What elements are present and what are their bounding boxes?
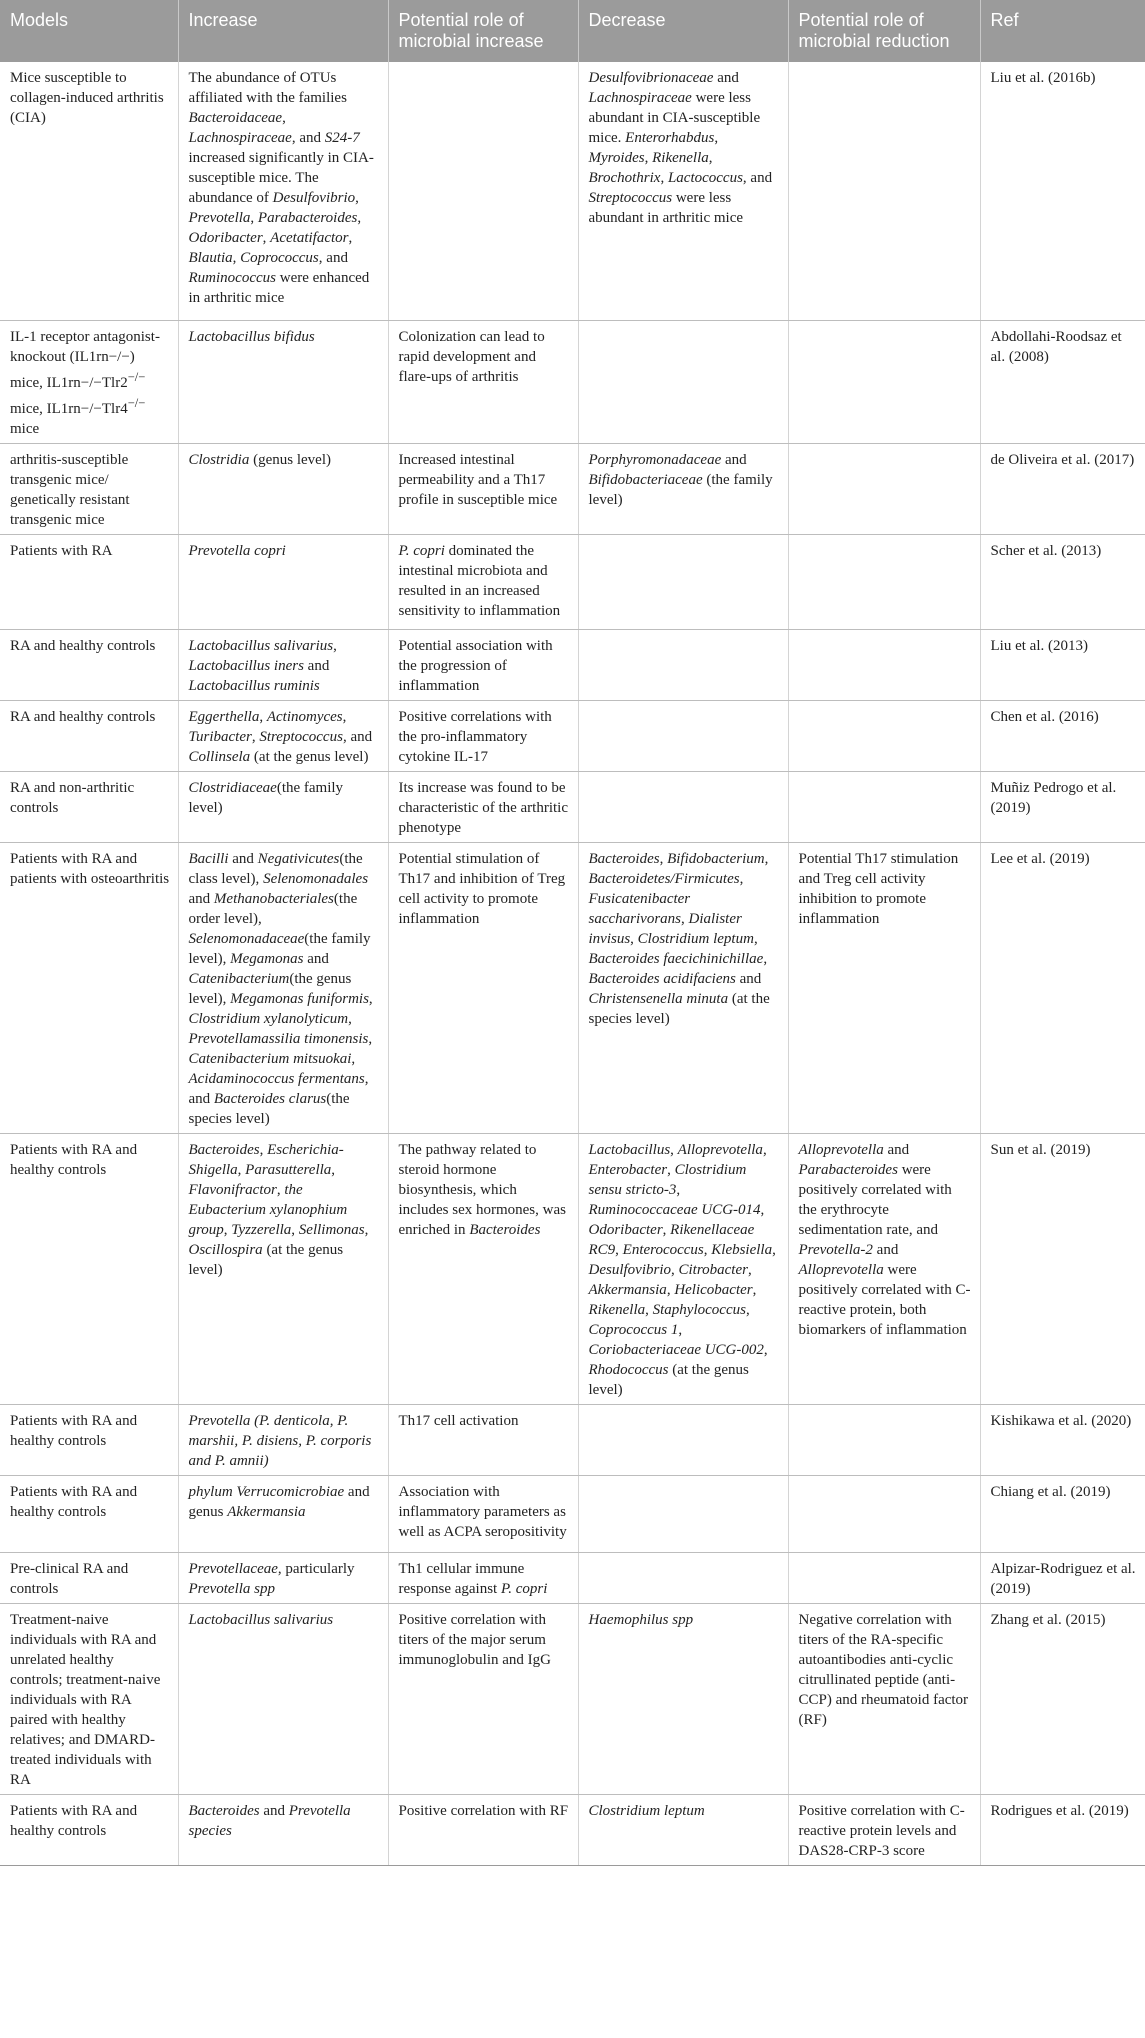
cell-models: RA and non-arthritic controls xyxy=(0,772,178,843)
cell-increase: Clostridia (genus level) xyxy=(178,444,388,535)
table-row xyxy=(0,843,1145,1134)
cell-increase: Bacteroides and Prevotella species xyxy=(178,1795,388,1866)
header-increase: Increase xyxy=(178,0,388,62)
cell-decrease: Desulfovibrionaceae and Lachnospiraceae were less abundant in CIA-susceptible mice. Enterorhabdus, Myroides, Rikenella, Brochothrix, Lactococcus, and Streptococcus were less abundant in arthritic mice xyxy=(578,62,788,321)
cell-models: arthritis-susceptible transgenic mice/ genetically resistant transgenic mice xyxy=(0,444,178,535)
cell-increase: Prevotellaceae, particularly Prevotella spp xyxy=(178,1553,388,1604)
cell-increase-role: P. copri dominated the intestinal microbiota and resulted in an increased sensitivity to inflammation xyxy=(388,535,578,630)
cell-decrease-role: Alloprevotella and Parabacteroides were positively correlated with the erythrocyte sedimentation rate, and Prevotella-2 and Alloprevotella were positively correlated with C-reactive protein, both biomarkers of inflammation xyxy=(788,1134,980,1405)
cell-ref: Scher et al. (2013) xyxy=(980,535,1145,630)
cell-increase: Bacilli and Negativicutes(the class level), Selenomonadales and Methanobacteriales(the order level), Selenomonadaceae(the family level), Megamonas and Catenibacterium(the genus level), Megamonas funiformis, Clostridium xylanolyticum, Prevotellamassilia timonensis, Catenibacterium mitsuokai, Acidaminococcus fermentans, and Bacteroides clarus(the species level) xyxy=(178,843,388,1134)
cell-ref: Lee et al. (2019) xyxy=(980,843,1145,1134)
cell-decrease: Bacteroides, Bifidobacterium, Bacteroidetes/Firmicutes, Fusicatenibacter saccharivorans, Dialister invisus, Clostridium leptum, Bacteroides faecichinichillae, Bacteroides acidifaciens and Christensenella minuta (at the species level) xyxy=(578,843,788,1134)
cell-decrease-role xyxy=(788,1405,980,1476)
cell-ref: Kishikawa et al. (2020) xyxy=(980,1405,1145,1476)
cell-decrease xyxy=(578,630,788,701)
cell-ref: Muñiz Pedrogo et al. (2019) xyxy=(980,772,1145,843)
cell-increase: Prevotella copri xyxy=(178,535,388,630)
cell-increase-role: The pathway related to steroid hormone biosynthesis, which includes sex hormones, was enriched in Bacteroides xyxy=(388,1134,578,1405)
table-body xyxy=(0,62,1145,1866)
cell-ref: Chiang et al. (2019) xyxy=(980,1476,1145,1553)
cell-decrease: Haemophilus spp xyxy=(578,1604,788,1795)
header-ref: Ref xyxy=(980,0,1145,62)
header-decrease-role: Potential role of microbial reduction xyxy=(788,0,980,62)
cell-increase: Lactobacillus salivarius xyxy=(178,1604,388,1795)
table-row xyxy=(0,535,1145,630)
cell-decrease-role xyxy=(788,321,980,444)
table-row xyxy=(0,701,1145,772)
cell-increase-role xyxy=(388,62,578,321)
cell-ref: Alpizar-Rodriguez et al. (2019) xyxy=(980,1553,1145,1604)
cell-increase-role: Association with inflammatory parameters as well as ACPA seropositivity xyxy=(388,1476,578,1553)
header-row xyxy=(0,0,1145,62)
header-decrease: Decrease xyxy=(578,0,788,62)
table-row xyxy=(0,1405,1145,1476)
cell-increase-role: Increased intestinal permeability and a Th17 profile in susceptible mice xyxy=(388,444,578,535)
table-row xyxy=(0,62,1145,321)
cell-increase: phylum Verrucomicrobiae and genus Akkermansia xyxy=(178,1476,388,1553)
cell-increase-role: Potential stimulation of Th17 and inhibition of Treg cell activity to promote inflammation xyxy=(388,843,578,1134)
cell-ref: Abdollahi-Roodsaz et al. (2008) xyxy=(980,321,1145,444)
cell-decrease-role xyxy=(788,701,980,772)
cell-increase-role: Colonization can lead to rapid development and flare-ups of arthritis xyxy=(388,321,578,444)
cell-decrease xyxy=(578,321,788,444)
cell-models: Patients with RA and healthy controls xyxy=(0,1476,178,1553)
table-row xyxy=(0,1134,1145,1405)
cell-decrease-role xyxy=(788,1476,980,1553)
cell-decrease xyxy=(578,1405,788,1476)
table-row xyxy=(0,772,1145,843)
table-row xyxy=(0,444,1145,535)
cell-models: Treatment-naive individuals with RA and unrelated healthy controls; treatment-naive individuals with RA paired with healthy relatives; and DMARD-treated individuals with RA xyxy=(0,1604,178,1795)
cell-increase: Lactobacillus bifidus xyxy=(178,321,388,444)
cell-models: Patients with RA xyxy=(0,535,178,630)
cell-ref: Rodrigues et al. (2019) xyxy=(980,1795,1145,1866)
cell-increase: The abundance of OTUs affiliated with the families Bacteroidaceae, Lachnospiraceae, and S24-7 increased significantly in CIA-susceptible mice. The abundance of Desulfovibrio, Prevotella, Parabacteroides, Odoribacter, Acetatifactor, Blautia, Coprococcus, and Ruminococcus were enhanced in arthritic mice xyxy=(178,62,388,321)
cell-models: RA and healthy controls xyxy=(0,701,178,772)
cell-decrease-role: Positive correlation with C-reactive protein levels and DAS28-CRP-3 score xyxy=(788,1795,980,1866)
cell-increase-role: Th1 cellular immune response against P. copri xyxy=(388,1553,578,1604)
cell-models: Patients with RA and patients with osteoarthritis xyxy=(0,843,178,1134)
cell-ref: Chen et al. (2016) xyxy=(980,701,1145,772)
cell-ref: Liu et al. (2013) xyxy=(980,630,1145,701)
cell-increase-role: Positive correlation with RF xyxy=(388,1795,578,1866)
table-header xyxy=(0,0,1145,62)
cell-decrease-role: Negative correlation with titers of the RA-specific autoantibodies anti-cyclic citrullinated peptide (anti-CCP) and rheumatoid factor (RF) xyxy=(788,1604,980,1795)
cell-models: Patients with RA and healthy controls xyxy=(0,1795,178,1866)
cell-decrease: Clostridium leptum xyxy=(578,1795,788,1866)
cell-models: IL-1 receptor antagonist-knockout (IL1rn−/−) mice, IL1rn−/−Tlr2−/− mice, IL1rn−/−Tlr4−/− mice xyxy=(0,321,178,444)
cell-increase: Bacteroides, Escherichia-Shigella, Parasutterella, Flavonifractor, the Eubacterium xylanophium group, Tyzzerella, Sellimonas, Oscillospira (at the genus level) xyxy=(178,1134,388,1405)
table-row xyxy=(0,630,1145,701)
cell-increase-role: Its increase was found to be characteristic of the arthritic phenotype xyxy=(388,772,578,843)
cell-decrease-role xyxy=(788,535,980,630)
cell-decrease-role xyxy=(788,772,980,843)
cell-decrease: Lactobacillus, Alloprevotella, Enterobacter, Clostridium sensu stricto-3, Ruminococcaceae UCG-014, Odoribacter, Rikenellaceae RC9, Enterococcus, Klebsiella, Desulfovibrio, Citrobacter, Akkermansia, Helicobacter, Rikenella, Staphylococcus, Coprococcus 1, Coriobacteriaceae UCG-002, Rhodococcus (at the genus level) xyxy=(578,1134,788,1405)
cell-increase-role: Potential association with the progression of inflammation xyxy=(388,630,578,701)
cell-ref: Zhang et al. (2015) xyxy=(980,1604,1145,1795)
cell-decrease xyxy=(578,701,788,772)
cell-increase: Prevotella (P. denticola, P. marshii, P. disiens, P. corporis and P. amnii) xyxy=(178,1405,388,1476)
cell-decrease xyxy=(578,535,788,630)
cell-ref: de Oliveira et al. (2017) xyxy=(980,444,1145,535)
cell-decrease xyxy=(578,772,788,843)
cell-ref: Sun et al. (2019) xyxy=(980,1134,1145,1405)
cell-increase-role: Positive correlation with titers of the major serum immunoglobulin and IgG xyxy=(388,1604,578,1795)
cell-decrease-role xyxy=(788,62,980,321)
cell-models: Pre-clinical RA and controls xyxy=(0,1553,178,1604)
header-increase-role: Potential role of microbial increase xyxy=(388,0,578,62)
cell-increase: Clostridiaceae(the family level) xyxy=(178,772,388,843)
cell-decrease-role: Potential Th17 stimulation and Treg cell activity inhibition to promote inflammation xyxy=(788,843,980,1134)
cell-decrease-role xyxy=(788,630,980,701)
header-models: Models xyxy=(0,0,178,62)
cell-decrease-role xyxy=(788,444,980,535)
cell-decrease xyxy=(578,1553,788,1604)
cell-ref: Liu et al. (2016b) xyxy=(980,62,1145,321)
table-row xyxy=(0,1604,1145,1795)
cell-decrease: Porphyromonadaceae and Bifidobacteriaceae (the family level) xyxy=(578,444,788,535)
table-row xyxy=(0,1795,1145,1866)
table-row xyxy=(0,321,1145,444)
table-row xyxy=(0,1553,1145,1604)
cell-decrease xyxy=(578,1476,788,1553)
cell-models: Patients with RA and healthy controls xyxy=(0,1405,178,1476)
cell-decrease-role xyxy=(788,1553,980,1604)
cell-increase: Lactobacillus salivarius, Lactobacillus iners and Lactobacillus ruminis xyxy=(178,630,388,701)
cell-models: RA and healthy controls xyxy=(0,630,178,701)
table-row xyxy=(0,1476,1145,1553)
cell-models: Mice susceptible to collagen-induced arthritis (CIA) xyxy=(0,62,178,321)
cell-increase: Eggerthella, Actinomyces, Turibacter, Streptococcus, and Collinsela (at the genus level) xyxy=(178,701,388,772)
cell-models: Patients with RA and healthy controls xyxy=(0,1134,178,1405)
cell-increase-role: Positive correlations with the pro-inflammatory cytokine IL-17 xyxy=(388,701,578,772)
cell-increase-role: Th17 cell activation xyxy=(388,1405,578,1476)
